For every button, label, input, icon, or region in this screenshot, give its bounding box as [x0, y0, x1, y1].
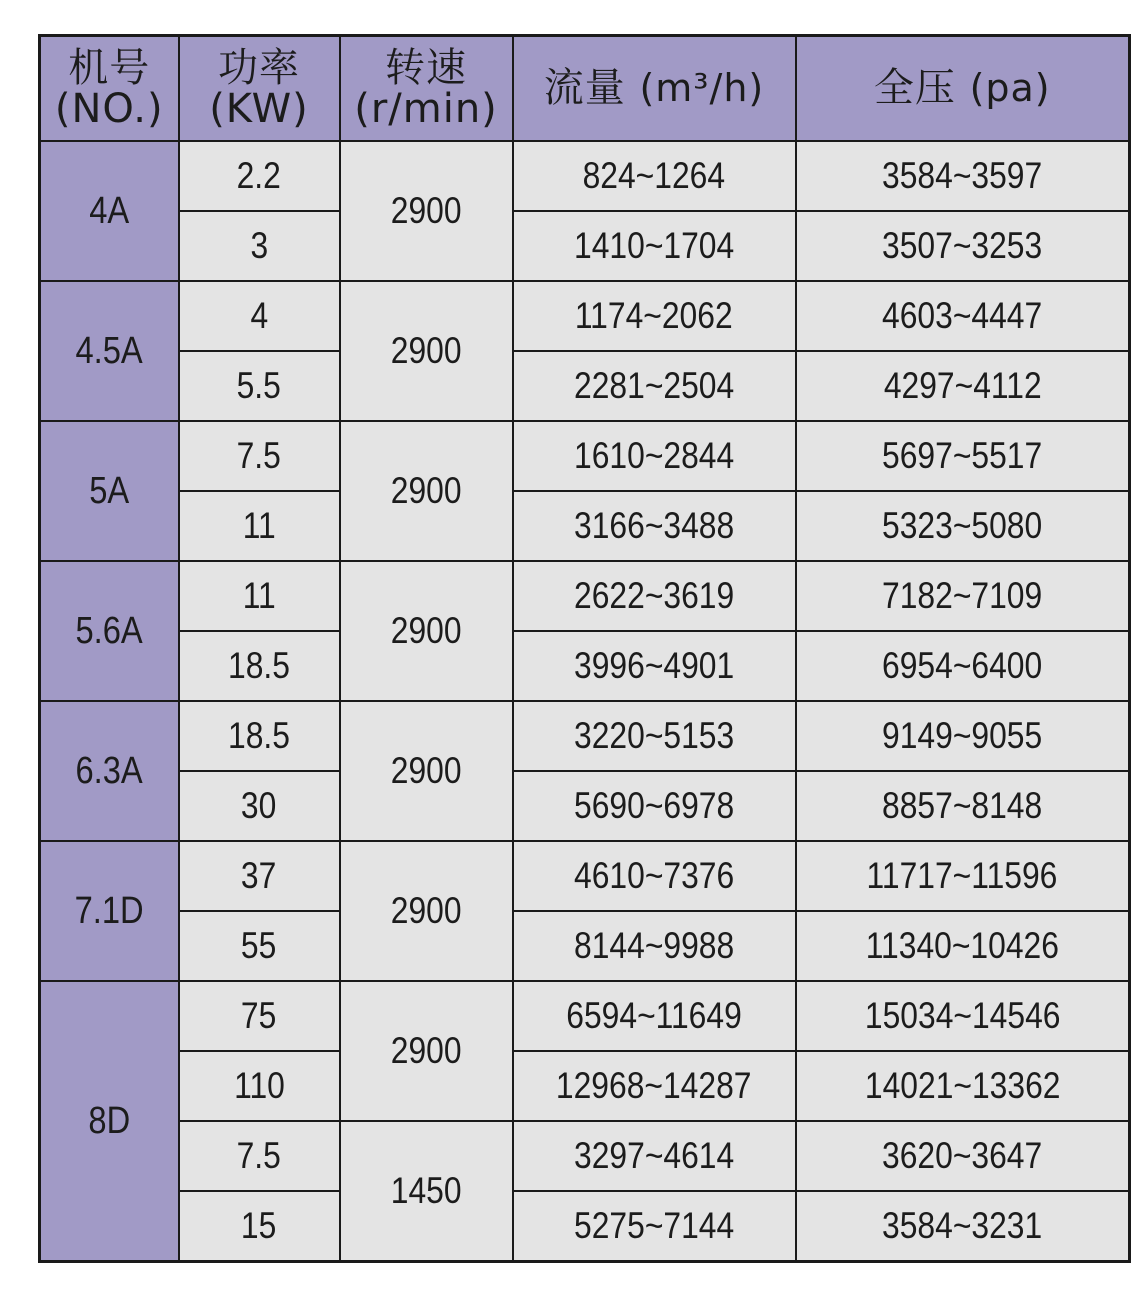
power-cell: 18.5 [179, 701, 340, 771]
power-cell: 55 [179, 911, 340, 981]
flow-cell: 824~1264 [513, 141, 796, 211]
model-cell: 7.1D [40, 841, 179, 981]
table-row [40, 701, 1130, 771]
speed-cell: 2900 [340, 981, 513, 1121]
flow-cell: 12968~14287 [513, 1051, 796, 1121]
flow-cell: 1174~2062 [513, 281, 796, 351]
pressure-cell: 9149~9055 [796, 701, 1130, 771]
table-row [40, 351, 1130, 421]
header-power-en: (KW) [209, 85, 309, 132]
pressure-cell: 11340~10426 [796, 911, 1130, 981]
table-row [40, 141, 1130, 211]
table-row [40, 771, 1130, 841]
header-pressure-unit: (pa) [969, 66, 1051, 110]
pressure-cell: 3584~3597 [796, 141, 1130, 211]
header-row [40, 36, 1130, 142]
flow-cell: 2281~2504 [513, 351, 796, 421]
model-cell: 6.3A [40, 701, 179, 841]
table-row [40, 491, 1130, 561]
header-flow-unit: (m³/h) [639, 66, 765, 110]
speed-cell: 2900 [340, 561, 513, 701]
table-row [40, 631, 1130, 701]
power-cell: 7.5 [179, 1121, 340, 1191]
table-row [40, 911, 1130, 981]
pressure-cell: 7182~7109 [796, 561, 1130, 631]
pressure-cell: 4603~4447 [796, 281, 1130, 351]
table-row [40, 1051, 1130, 1121]
flow-cell: 6594~11649 [513, 981, 796, 1051]
header-speed [340, 36, 513, 142]
power-cell: 11 [179, 491, 340, 561]
power-cell: 3 [179, 211, 340, 281]
power-cell: 75 [179, 981, 340, 1051]
power-cell: 37 [179, 841, 340, 911]
speed-cell: 2900 [340, 841, 513, 981]
power-cell: 30 [179, 771, 340, 841]
flow-cell: 3996~4901 [513, 631, 796, 701]
flow-cell: 1410~1704 [513, 211, 796, 281]
flow-cell: 5275~7144 [513, 1191, 796, 1262]
flow-cell: 3297~4614 [513, 1121, 796, 1191]
power-cell: 18.5 [179, 631, 340, 701]
header-flow [513, 36, 796, 142]
speed-cell: 2900 [340, 281, 513, 421]
pressure-cell: 6954~6400 [796, 631, 1130, 701]
header-pressure [796, 36, 1130, 142]
table-row [40, 421, 1130, 491]
header-speed-en: (r/min) [354, 85, 498, 132]
model-cell: 8D [40, 981, 179, 1262]
pressure-cell: 5697~5517 [796, 421, 1130, 491]
speed-cell: 2900 [340, 701, 513, 841]
pressure-cell: 8857~8148 [796, 771, 1130, 841]
flow-cell: 3166~3488 [513, 491, 796, 561]
speed-cell: 2900 [340, 421, 513, 561]
power-cell: 15 [179, 1191, 340, 1262]
flow-cell: 1610~2844 [513, 421, 796, 491]
table-row [40, 1191, 1130, 1262]
table-row [40, 281, 1130, 351]
power-cell: 7.5 [179, 421, 340, 491]
flow-cell: 3220~5153 [513, 701, 796, 771]
pressure-cell: 15034~14546 [796, 981, 1130, 1051]
pressure-cell: 3620~3647 [796, 1121, 1130, 1191]
power-cell: 2.2 [179, 141, 340, 211]
flow-cell: 4610~7376 [513, 841, 796, 911]
fan-spec-table [38, 34, 1131, 1263]
header-model-en: (NO.) [54, 85, 164, 132]
table-row [40, 841, 1130, 911]
header-power [179, 36, 340, 142]
speed-cell: 1450 [340, 1121, 513, 1262]
header-flow-cn: 流量 [543, 65, 626, 111]
flow-cell: 8144~9988 [513, 911, 796, 981]
pressure-cell: 4297~4112 [796, 351, 1130, 421]
power-cell: 4 [179, 281, 340, 351]
header-model [40, 36, 179, 142]
table-row [40, 561, 1130, 631]
model-cell: 4.5A [40, 281, 179, 421]
table-row [40, 211, 1130, 281]
table-row [40, 981, 1130, 1051]
pressure-cell: 3507~3253 [796, 211, 1130, 281]
flow-cell: 2622~3619 [513, 561, 796, 631]
power-cell: 110 [179, 1051, 340, 1121]
flow-cell: 5690~6978 [513, 771, 796, 841]
pressure-cell: 5323~5080 [796, 491, 1130, 561]
table-row [40, 1121, 1130, 1191]
speed-cell: 2900 [340, 141, 513, 281]
pressure-cell: 14021~13362 [796, 1051, 1130, 1121]
header-power-cn: 功率 [218, 44, 300, 91]
pressure-cell: 3584~3231 [796, 1191, 1130, 1262]
power-cell: 5.5 [179, 351, 340, 421]
header-speed-cn: 转速 [385, 44, 467, 91]
header-model-cn: 机号 [68, 44, 151, 91]
power-cell: 11 [179, 561, 340, 631]
header-pressure-cn: 全压 [873, 65, 956, 111]
model-cell: 5A [40, 421, 179, 561]
model-cell: 4A [40, 141, 179, 281]
model-cell: 5.6A [40, 561, 179, 701]
pressure-cell: 11717~11596 [796, 841, 1130, 911]
